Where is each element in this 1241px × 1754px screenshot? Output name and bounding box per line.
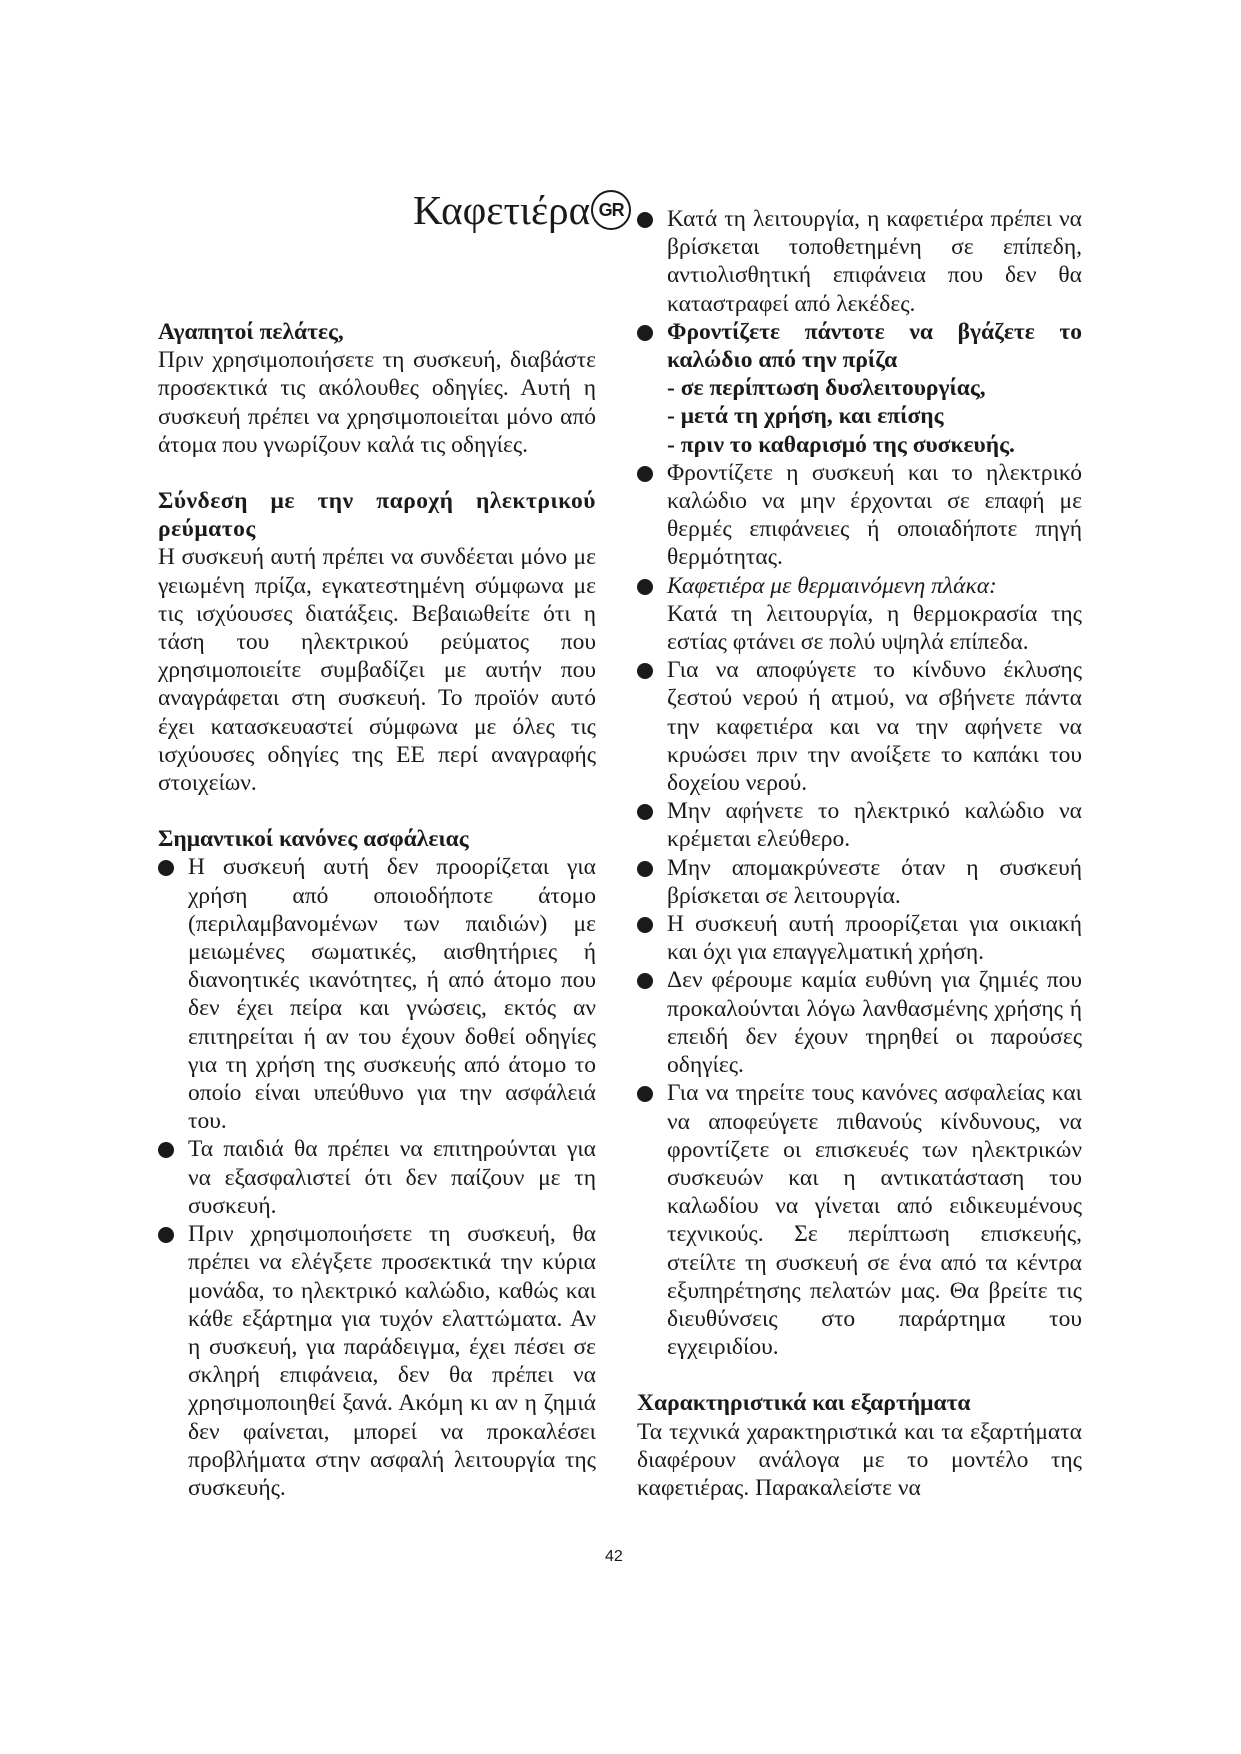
- language-badge: GR: [591, 190, 631, 230]
- unplug-item: - μετά τη χρήση, και επίσης: [667, 403, 944, 430]
- safety-bullet-text: Πριν χρησιμοποιήσετε τη συσκευή, θα πρέπει να ελέγξετε προσεκτικά την κύρια μονάδα, το ηλεκτρικό καλώδιο, καθώς και κάθε εξάρτημα για τυχόν ελαττώματα. Αν η συσκευή, για παράδειγμα, έχει πέσει σε σκληρή επιφάνεια, δεν θα πρέπει να χρησιμοποιηθεί ξανά. Ακόμη κι αν η ζημιά δεν φαίνεται, μπορεί να προκαλέσει προβλήματα στην ασφαλή λειτουργία της συσκευής.: [188, 1221, 596, 1501]
- liability-bullet: [637, 966, 1082, 1079]
- steam-bullet-text: Για να αποφύγετε το κίνδυνο έκλυσης ζεστού νερού ή ατμού, να σβήνετε πάντα την καφετιέρα και να την αφήνετε να κρυώσει πριν την ανοίξετε το καπάκι του δοχείου νερού.: [667, 657, 1082, 797]
- page-title: [413, 186, 631, 234]
- right-column: [637, 205, 1082, 1502]
- unplug-bullet: [637, 318, 1082, 459]
- connection-text: Η συσκευή αυτή πρέπει να συνδέεται μόνο με γειωμένη πρίζα, εγκατεστημένη σύμφωνα με τις ισχύουσες διατάξεις. Βεβαιωθείτε ότι η τάση του ηλεκτρικού ρεύματος που χρησιμοποιείτε συμβαδίζει με αυτήν που αναγράφεται στη συσκευή. Το προϊόν αυτό έχει κατασκευαστεί σύμφωνα με όλες τις ισχύουσες οδηγίες της ΕΕ περί αναγραφής στοιχείων.: [158, 544, 596, 797]
- household-bullet: [637, 910, 1082, 966]
- bullet-dot-icon: [637, 466, 653, 482]
- page-number: 42: [605, 1548, 623, 1565]
- unplug-item: - σε περίπτωση δυσλειτουργίας,: [667, 375, 986, 402]
- title-text: Καφετιέρα: [413, 187, 591, 233]
- unplug-bullet-intro: Φροντίζετε πάντοτε να βγάζετε το καλώδιο από την πρίζα: [667, 318, 1082, 374]
- safety-heading: Σημαντικοί κανόνες ασφάλειας: [158, 826, 469, 853]
- bullet-dot-icon: [637, 1086, 653, 1102]
- connection-heading: Σύνδεση με την παροχή ηλεκτρικού ρεύματος: [158, 488, 596, 543]
- greeting-heading: Αγαπητοί πελάτες,: [158, 319, 344, 345]
- greeting-text: Πριν χρησιμοποιήσετε τη συσκευή, διαβάστε προσεκτικά τις ακόλουθες οδηγίες. Αυτή η συσκευή πρέπει να χρησιμοποιείται μόνο από άτομα που γνωρίζουν καλά τις οδηγίες.: [158, 347, 596, 458]
- bullet-dot-icon: [637, 663, 653, 679]
- repairs-bullet: [637, 1079, 1082, 1361]
- safety-bullet-text: Τα παιδιά θα πρέπει να επιτηρούνται για να εξασφαλιστεί ότι δεν παίζουν με τη συσκευή.: [188, 1136, 596, 1219]
- safety-bullet-text: Η συσκευή αυτή δεν προορίζεται για χρήση από οποιοδήποτε άτομο (περιλαμβανομένων των παιδιών) με μειωμένες σωματικές, αισθητήριες ή διανοητικές ικανότητες, ή από άτομο που δεν έχει πείρα και γνώσεις, εκτός αν επιτηρείται ή αν του έχουν δοθεί οδηγίες για τη χρήση της συσκευής από άτομο το οποίο είναι υπεύθυνο για την ασφάλειά του.: [188, 854, 596, 1135]
- hotplate-bullet: [637, 572, 1082, 657]
- features-heading: Χαρακτηριστικά και εξαρτήματα: [637, 1390, 971, 1417]
- bullet-dot-icon: [637, 917, 653, 933]
- bullet-dot-icon: [637, 579, 653, 595]
- safety-bullet: [158, 1220, 596, 1502]
- away-bullet: [637, 854, 1082, 910]
- bullet-dot-icon: [637, 212, 653, 228]
- bullet-dot-icon: [158, 860, 174, 876]
- bullet-dot-icon: [637, 325, 653, 341]
- bullet-dot-icon: [637, 804, 653, 820]
- hotplate-bullet-title: Καφετιέρα με θερμαινόμενη πλάκα:: [667, 572, 997, 599]
- surface-bullet: [637, 205, 1082, 318]
- liability-bullet-text: Δεν φέρουμε καμία ευθύνη για ζημιές που προκαλούνται λόγω λανθασμένης χρήσης ή επειδή δεν έχουν τηρηθεί οι παρούσες οδηγίες.: [667, 967, 1082, 1079]
- household-bullet-text: Η συσκευή αυτή προορίζεται για οικιακή και όχι για επαγγελματική χρήση.: [667, 911, 1082, 966]
- safety-bullet: [158, 853, 596, 1135]
- repairs-bullet-text: Για να τηρείτε τους κανόνες ασφαλείας και να αποφεύγετε πιθανούς κίνδυνους, να φροντίζετε οι επισκευές των ηλεκτρικών συσκευών και η αντικατάσταση του καλωδίου να γίνεται από ειδικευμένους τεχνικούς. Σε περίπτωση επισκευής, στείλτε τη συσκευή σε ένα από τα κέντρα εξυπηρέτησης πελατών μας. Θα βρείτε τις διευθύνσεις στο παράρτημα του εγχειριδίου.: [667, 1080, 1082, 1361]
- bullet-dot-icon: [637, 861, 653, 877]
- hotplate-bullet-text: Κατά τη λειτουργία, η θερμοκρασία της εστίας φτάνει σε πολύ υψηλά επίπεδα.: [667, 600, 1082, 656]
- bullet-dot-icon: [158, 1227, 174, 1243]
- away-bullet-text: Μην απομακρύνεστε όταν η συσκευή βρίσκεται σε λειτουργία.: [667, 854, 1082, 909]
- features-text: Τα τεχνικά χαρακτηριστικά και τα εξαρτήματα διαφέρουν ανάλογα με το μοντέλο της καφετιέρας. Παρακαλείστε να: [637, 1418, 1082, 1501]
- bullet-dot-icon: [637, 973, 653, 989]
- unplug-item: - πριν το καθαρισμό της συσκευής.: [667, 431, 1015, 458]
- safety-bullet: [158, 1135, 596, 1220]
- surface-bullet-text: Κατά τη λειτουργία, η καφετιέρα πρέπει να βρίσκεται τοποθετημένη σε επίπεδη, αντιολισθητική επιφάνεια που δεν θα καταστραφεί από λεκέδες.: [667, 206, 1082, 317]
- cable-bullet: [637, 797, 1082, 853]
- heat-bullet-text: Φροντίζετε η συσκευή και το ηλεκτρικό καλώδιο να μην έρχονται σε επαφή με θερμές επιφάνειες ή οποιαδήποτε πηγή θερμότητας.: [667, 459, 1082, 571]
- steam-bullet: [637, 656, 1082, 797]
- left-column: [158, 318, 596, 1502]
- heat-bullet: [637, 459, 1082, 572]
- cable-bullet-text: Μην αφήνετε το ηλεκτρικό καλώδιο να κρέμεται ελεύθερο.: [667, 798, 1082, 853]
- bullet-dot-icon: [158, 1142, 174, 1158]
